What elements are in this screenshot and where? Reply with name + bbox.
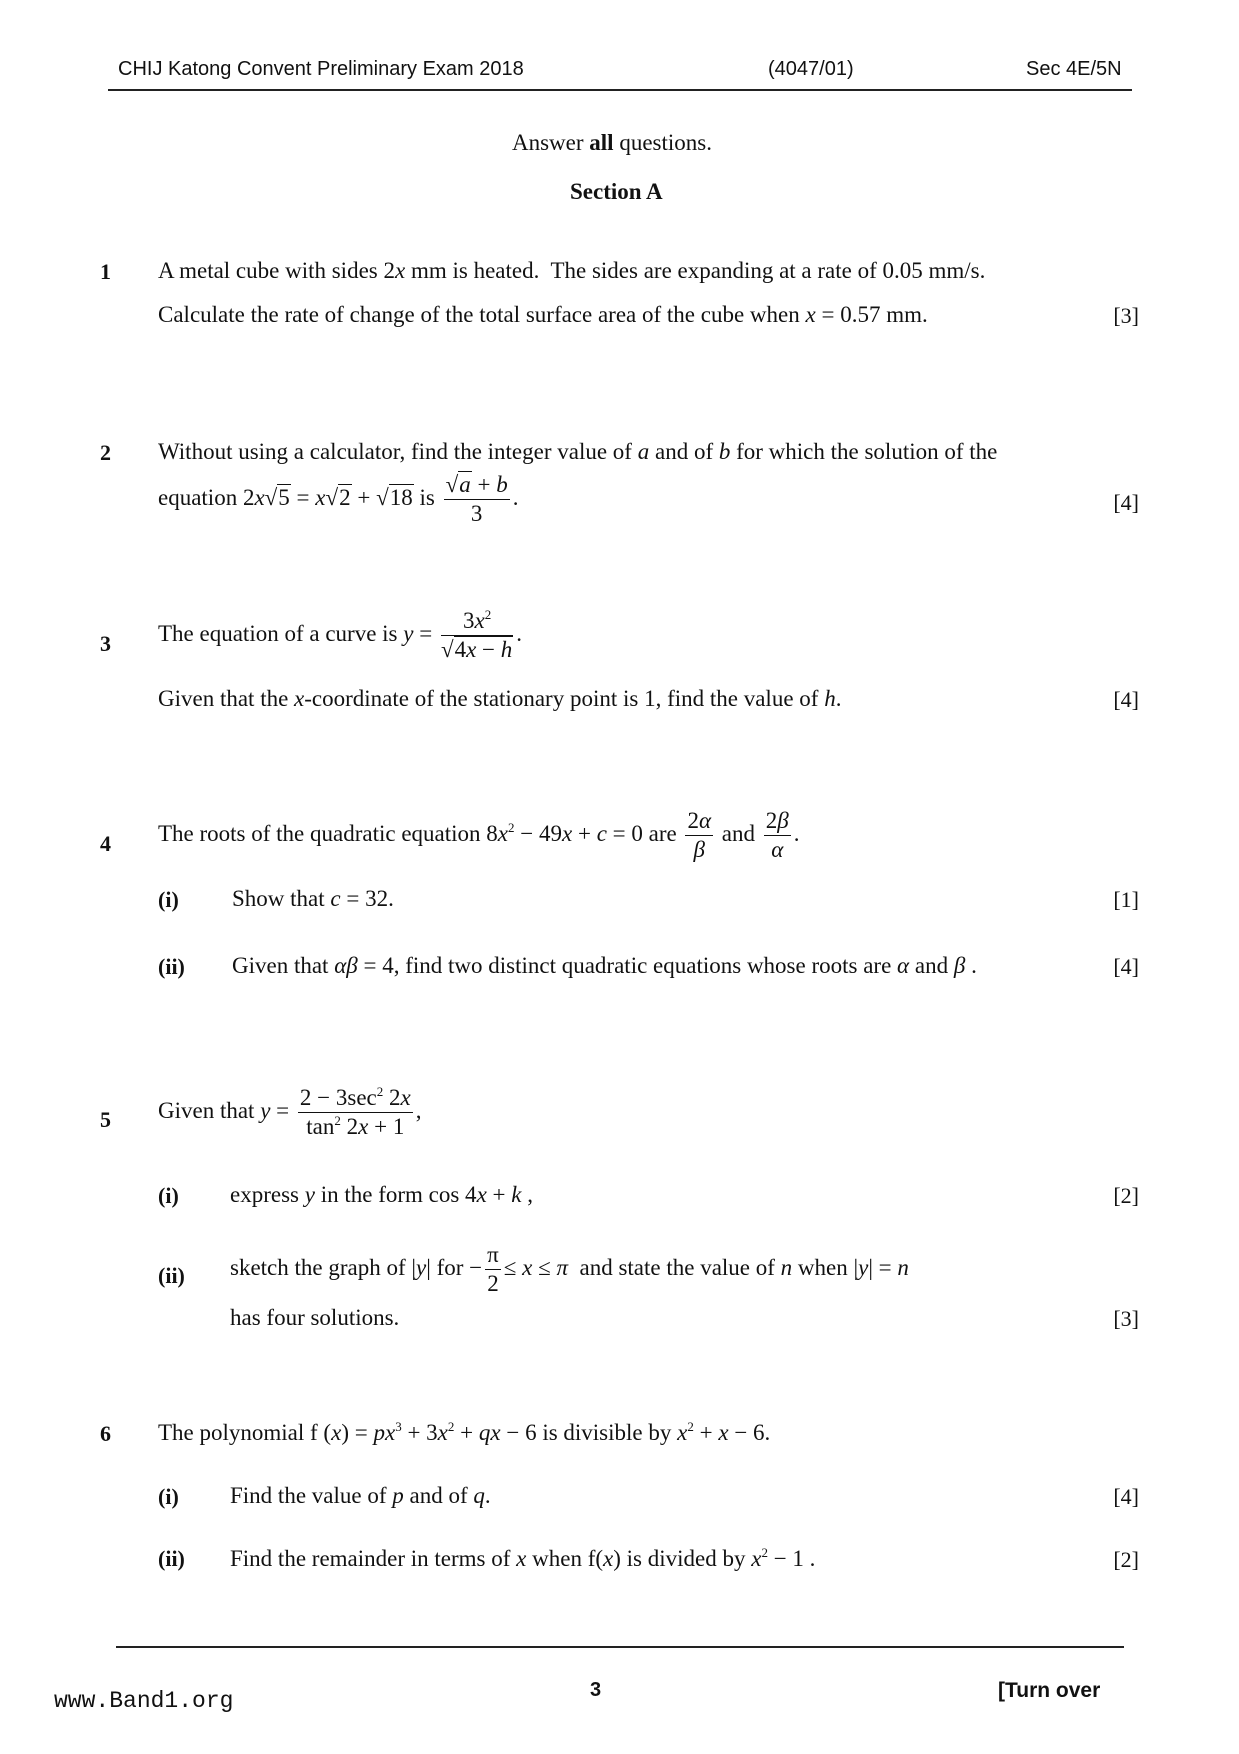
question-4-part-ii-marks: [4] (1113, 954, 1139, 979)
footer-website[interactable]: www.Band1.org (54, 1688, 234, 1714)
question-1-line-2: Calculate the rate of change of the total surface area of the cube when x = 0.57 mm. (158, 302, 928, 327)
instructions-emphasis: all (589, 130, 614, 155)
question-4-line-1: The roots of the quadratic equation $8x^2 - 49x + c = 0$ are $\frac{2\alpha}{\beta}$ and $\frac{2\beta}{\alpha}$ . (158, 808, 800, 863)
question-6-part-i-marks: [4] (1113, 1484, 1139, 1509)
question-2-line-2: equation 2x√5 = x√2 + √18 is $\frac{√a + b}{3}$ . (158, 472, 519, 527)
question-5-part-ii-marks: [3] (1113, 1306, 1139, 1331)
question-6-part-ii-marks: [2] (1113, 1547, 1139, 1572)
question-6-line-1: The polynomial f $(x) = px^3 + 3x^2$ + qx − 6 is divisible by $x^2 + x - 6$. (158, 1419, 771, 1445)
question-5-line-1: Given that y = $\frac{2 - 3\sec^2 2x}{\tan^2 2x + 1}$ , (158, 1084, 422, 1140)
question-5-part-i-label: (i) (158, 1183, 179, 1208)
question-4-part-ii-label: (ii) (158, 954, 185, 979)
question-5-part-ii-line-2: has four solutions. (230, 1305, 400, 1330)
footer-rule (116, 1646, 1124, 1648)
question-1-number: 1 (100, 259, 111, 284)
question-4-part-ii-text: Given that αβ = 4, find two distinct quadratic equations whose roots are α and β . (232, 953, 977, 978)
question-5-part-ii-line-1: sketch the graph of |y| for − $\frac{\pi}{2}$ ≤ x ≤ π and state the value of n when |y| = n (230, 1242, 909, 1297)
question-2-marks: [4] (1113, 490, 1139, 515)
header-paper-code: (4047/01) (768, 58, 854, 80)
question-4-fraction-b: $\frac{2\beta}{\alpha}$ (765, 808, 789, 863)
question-5-fraction: $\frac{2 - 3\sec^2 2x}{\tan^2 2x + 1}$ (299, 1084, 411, 1140)
question-6-number: 6 (100, 1421, 111, 1446)
question-3-marks: [4] (1113, 687, 1139, 712)
question-3-fraction: $\frac{3x^2}{√4x - h}$ (440, 607, 513, 663)
question-6-part-i-text: Find the value of p and of q. (230, 1483, 491, 1508)
question-5-part-ii-label: (ii) (158, 1263, 185, 1288)
header-rule (108, 89, 1132, 91)
question-4-number: 4 (100, 831, 111, 856)
question-2-line-1: Without using a calculator, find the integer value of a and of b for which the solution of the (158, 439, 998, 464)
question-5-pi-fraction: $\frac{\pi}{2}$ (487, 1242, 499, 1297)
page-number: 3 (590, 1679, 602, 1701)
question-4-part-i-label: (i) (158, 887, 179, 912)
question-4-fraction-a: $\frac{2\alpha}{\beta}$ (687, 808, 712, 863)
question-3-number: 3 (100, 631, 111, 656)
question-3-line-2: Given that the x-coordinate of the stationary point is 1, find the value of h. (158, 686, 842, 711)
turn-over-label: [Turn over (998, 1679, 1101, 1702)
instructions: Answer all questions. (512, 130, 712, 155)
question-5-number: 5 (100, 1107, 111, 1132)
header-school-exam: CHIJ Katong Convent Preliminary Exam 2018 (118, 58, 524, 80)
question-4-part-i-text: Show that c = 32. (232, 886, 394, 911)
section-title: Section A (570, 179, 663, 204)
question-6-part-ii-label: (ii) (158, 1546, 185, 1571)
header-level: Sec 4E/5N (1026, 58, 1122, 80)
question-6-part-ii-text: Find the remainder in terms of x when f(x) is divided by $x^2 - 1$ . (230, 1545, 816, 1571)
question-6-part-i-label: (i) (158, 1484, 179, 1509)
question-2-fraction: $\frac{√a + b}{3}$ (445, 472, 508, 527)
question-4-part-i-marks: [1] (1113, 887, 1139, 912)
question-3-line-1: The equation of a curve is y = $\frac{3x^2}{√4x - h}$ . (158, 607, 523, 663)
question-1-line-1: A metal cube with sides 2x mm is heated. The sides are expanding at a rate of 0.05 mm/s. (158, 258, 986, 283)
question-5-part-i-text: express y in the form cos 4x + k , (230, 1182, 533, 1207)
question-5-part-i-marks: [2] (1113, 1183, 1139, 1208)
question-2-number: 2 (100, 440, 111, 465)
question-1-marks: [3] (1113, 303, 1139, 328)
